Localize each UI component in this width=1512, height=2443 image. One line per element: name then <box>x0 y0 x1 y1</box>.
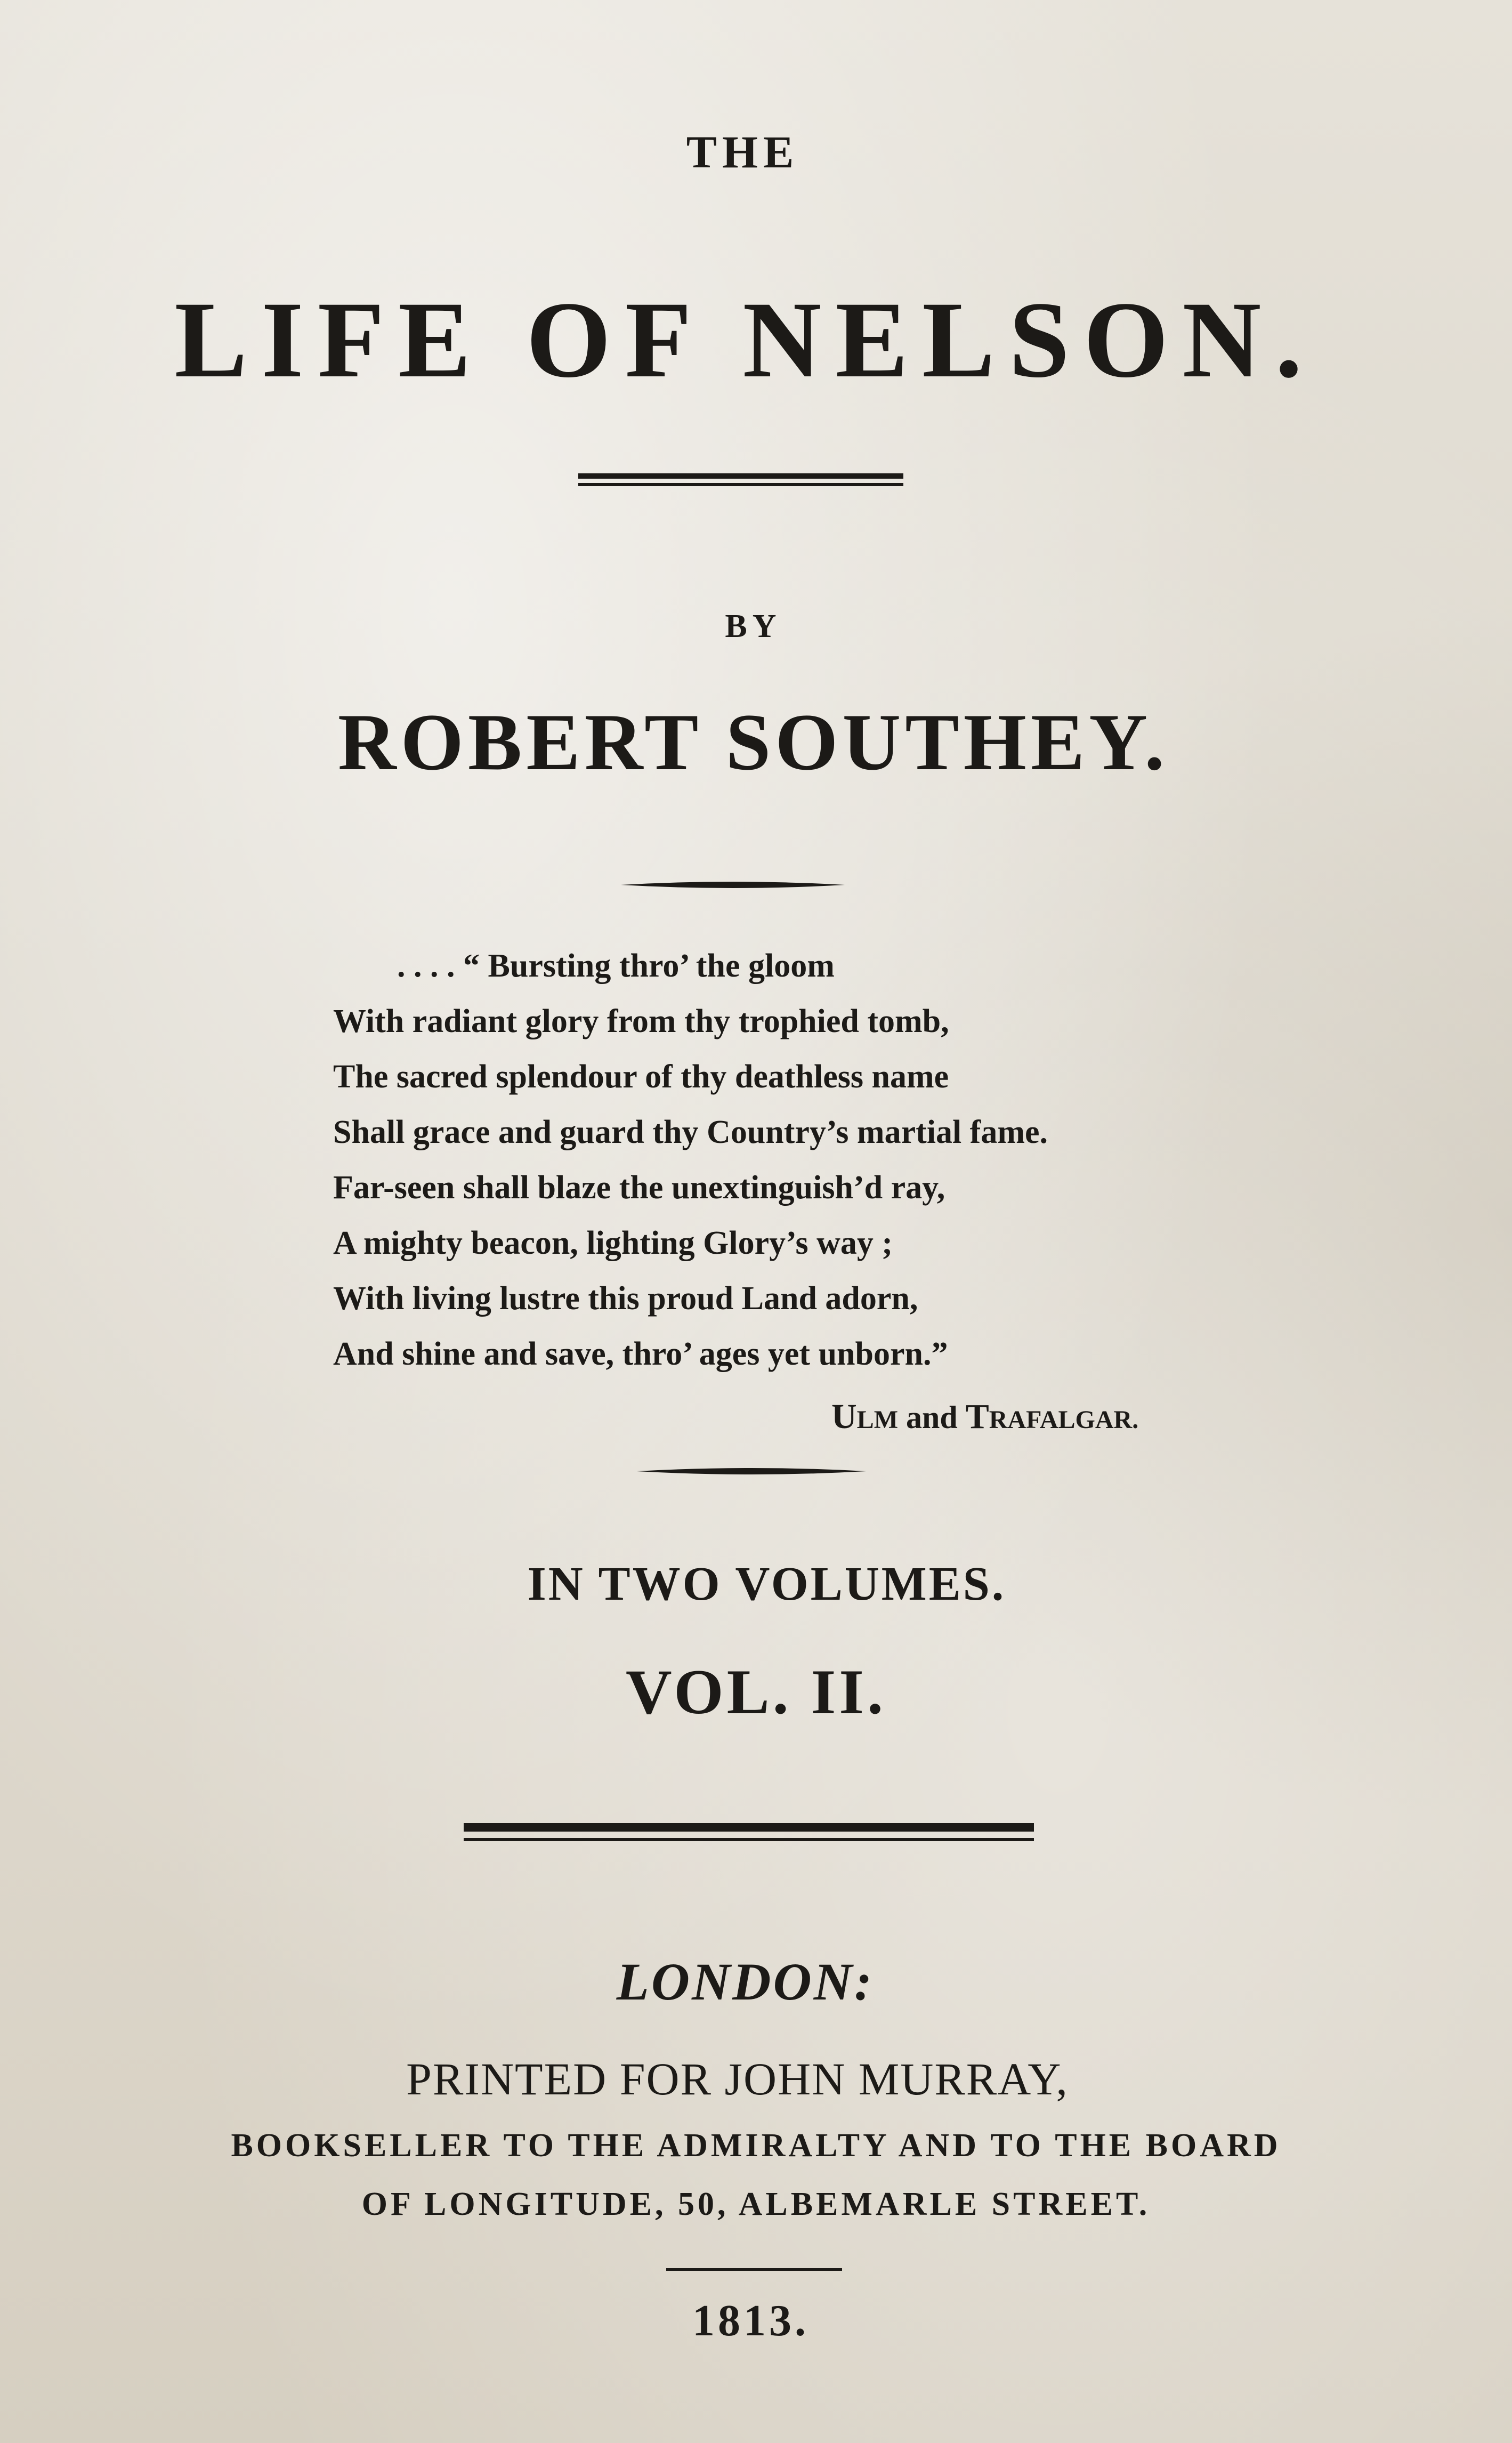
epigraph-line: With living lustre this proud Land adorn, <box>333 1280 918 1317</box>
epigraph <box>333 938 1239 1382</box>
epigraph-line: . . . . “ Bursting thro’ the gloom <box>397 948 835 984</box>
epigraph-line: And shine and save, thro’ ages yet unborn.” <box>333 1336 948 1372</box>
epigraph-line: With radiant glory from thy trophied tomb, <box>333 1003 949 1039</box>
title-the: THE <box>686 126 799 178</box>
imprint-year: 1813. <box>692 2296 809 2345</box>
double-rule-top <box>578 473 903 488</box>
double-rule-bottom <box>464 1823 1034 1847</box>
volume-number: VOL. II. <box>625 1656 887 1727</box>
ornamental-rule-1 <box>621 877 845 893</box>
imprint-bookseller: BOOKSELLER TO THE ADMIRALTY AND TO THE BOARD <box>231 2127 1281 2164</box>
imprint-city: LONDON: <box>616 1952 875 2011</box>
book-title: LIFE OF NELSON. <box>174 279 1316 400</box>
author-name: ROBERT SOUTHEY. <box>337 697 1169 787</box>
imprint-address: OF LONGITUDE, 50, ALBEMARLE STREET. <box>361 2186 1151 2222</box>
volume-count: IN TWO VOLUMES. <box>527 1558 1006 1610</box>
imprint-publisher: PRINTED FOR JOHN MURRAY, <box>406 2053 1069 2105</box>
ornamental-rule-2 <box>637 1463 866 1479</box>
short-rule <box>666 2268 842 2271</box>
epigraph-line: Far-seen shall blaze the unextinguish’d ray, <box>333 1170 945 1206</box>
epigraph-line: A mighty beacon, lighting Glory’s way ; <box>333 1225 893 1261</box>
epigraph-line: The sacred splendour of thy deathless name <box>333 1059 949 1095</box>
epigraph-line: Shall grace and guard thy Country’s martial fame. <box>333 1114 1048 1150</box>
epigraph-attribution: ULM and TRAFALGAR. <box>831 1397 1139 1436</box>
by-line: BY <box>725 608 782 644</box>
